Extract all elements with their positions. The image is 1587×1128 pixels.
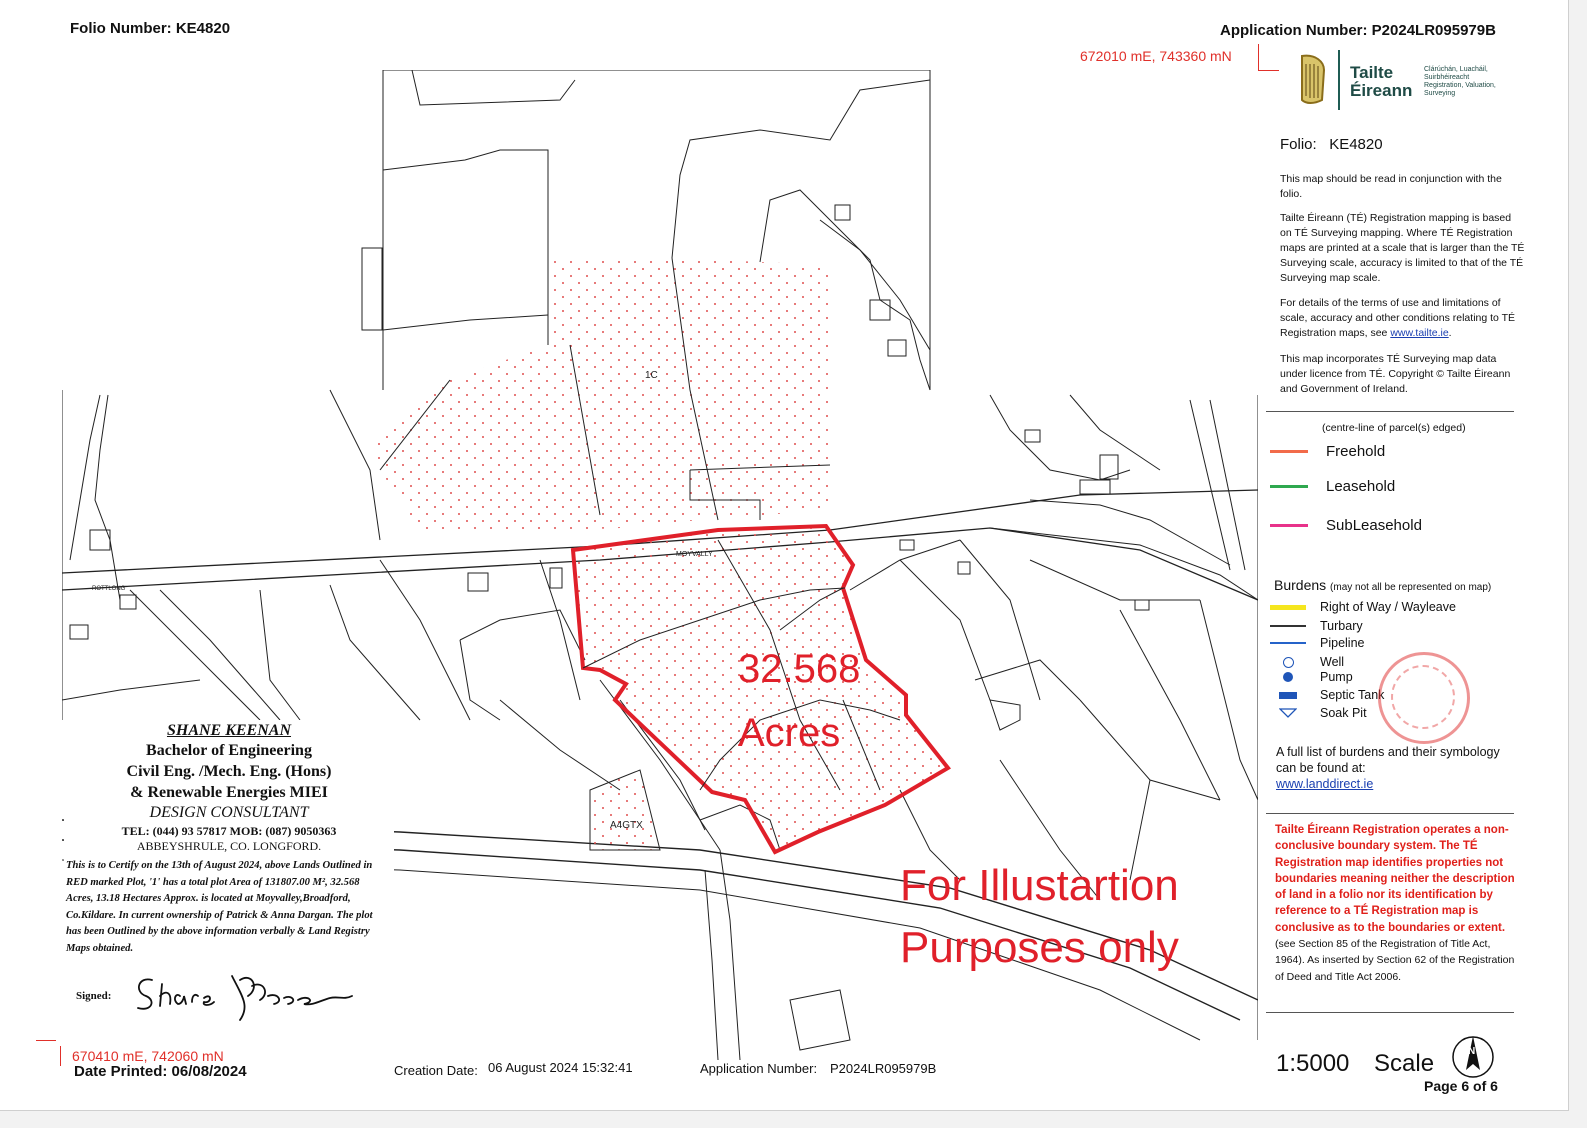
filled-circle-icon — [1283, 672, 1293, 682]
creation-date-label: Creation Date: — [394, 1063, 478, 1078]
open-circle-icon — [1283, 657, 1294, 668]
logo-divider — [1338, 50, 1340, 110]
scale-ratio: 1:5000 — [1276, 1050, 1350, 1077]
application-number-label: Application Number: — [700, 1061, 818, 1076]
burdens-title: Burdens (may not all be represented on map) — [1274, 577, 1492, 593]
divider — [1266, 813, 1514, 814]
scale-label: Scale — [1374, 1050, 1435, 1077]
info-note-3: For details of the terms of use and limitations of scale, accuracy and other conditions relating to TÉ Registration maps, see www.tailte.ie. — [1280, 297, 1516, 339]
signature-image — [132, 966, 362, 1022]
signed-label: Signed: — [76, 990, 112, 1002]
application-number: Application Number: P2024LR095979B — [1220, 22, 1496, 39]
date-printed: Date Printed: 06/08/2024 — [74, 1063, 247, 1080]
logo-name: Tailte Éireann — [1350, 63, 1413, 100]
blue-line-icon — [1270, 642, 1306, 644]
folio-info: Folio: KE4820 — [1280, 136, 1383, 153]
triangle-icon — [1279, 708, 1297, 718]
legend-leasehold: Leasehold — [1270, 478, 1395, 495]
plot-a4gtx-label: A4GTX — [610, 820, 643, 831]
corner-mark — [60, 1046, 61, 1066]
burden-row: Septic Tank — [1270, 688, 1384, 702]
tailte-link[interactable]: www.tailte.ie — [1390, 327, 1449, 339]
burden-row: Soak Pit — [1270, 706, 1367, 720]
creation-date-value: 06 August 2024 15:32:41 — [488, 1060, 633, 1075]
disclaimer: Tailte Éireann Registration operates a non-conclusive boundary system. The TÉ Registration map identifies properties not boundaries meaning neither the description of land in a folio nor its identification by reference to a TÉ Registration map is conclusive as to the boundaries or extent. (see Section 85 of the Registration of Title Act, 1964). As inserted by Section 62 of the Registration of Deed and Title Act 2006. — [1275, 824, 1515, 983]
info-note-4: This map incorporates TÉ Surveying map data under licence from TÉ. Copyright © Tailte Éireann and Government of Ireland. — [1280, 353, 1511, 395]
watermark-line-1: For Illustartion — [900, 861, 1179, 910]
watermark-line-2: Purposes only — [900, 923, 1179, 972]
burden-row: Turbary — [1270, 619, 1363, 633]
burden-row: Right of Way / Wayleave — [1270, 600, 1456, 614]
landdirect-link[interactable]: www.landdirect.ie — [1276, 777, 1374, 791]
full-list-note: A full list of burdens and their symbology can be found at: www.landdirect.ie — [1276, 745, 1500, 791]
folio-number: Folio Number: KE4820 — [70, 20, 231, 37]
top-coordinate: 672010 mE, 743360 mN — [1080, 48, 1232, 64]
moyvally-label: MOYVALLY — [676, 551, 713, 558]
seal-stamp-icon — [1378, 652, 1470, 744]
logo-tagline: Clárúchán, Luacháil, Suirbhéireacht Registration, Valuation, Surveying — [1424, 66, 1496, 97]
info-note-2: Tailte Éireann (TÉ) Registration mapping is based on TÉ Surveying mapping. Where TÉ Registration maps are printed at a scale that is larger than the TÉ Surveying scale, accuracy is limited to that of the TÉ Surveying map scale. — [1280, 212, 1525, 284]
engineer-name: SHANE KEENAN — [166, 722, 292, 739]
north-label: N — [1468, 1046, 1476, 1057]
building-outline — [362, 248, 382, 330]
leasehold-line-icon — [1270, 485, 1308, 488]
certification-text: This is to Certify on the 13th of August 2024, above Lands Outlined in RED marked Plot, '1' has a total plot Area of 131807.00 M², 32.568 Acres, 13.18 Hectares Approx. is located at Moyvalley,Broadford, Co.Kildare. In current ownership of Patrick & Anna Dargan. The plot has been Outlined by the above information verbally & Land Registry Maps obtained. — [66, 860, 373, 954]
divider — [1266, 411, 1514, 412]
legend-subleasehold: SubLeasehold — [1270, 517, 1422, 534]
plot-area-value: 32.568 — [738, 647, 861, 691]
info-note-1: This map should be read in conjunction with the folio. — [1280, 173, 1502, 200]
legend-freehold: Freehold — [1270, 443, 1385, 460]
page-number: Page 6 of 6 — [1424, 1078, 1498, 1094]
harp-icon — [1294, 52, 1334, 108]
plot-area-unit: Acres — [738, 711, 841, 755]
yellow-line-icon — [1270, 605, 1306, 610]
divider — [1266, 1012, 1514, 1013]
subleasehold-line-icon — [1270, 524, 1308, 527]
bottom-coordinate: 670410 mE, 742060 mN — [72, 1048, 224, 1064]
townland-label: ROTTLONG — [92, 586, 126, 592]
dark-line-icon — [1270, 625, 1306, 627]
filled-rect-icon — [1279, 692, 1297, 699]
application-number-value: P2024LR095979B — [830, 1061, 937, 1076]
corner-mark — [36, 1040, 56, 1041]
north-arrow-icon — [1448, 1032, 1498, 1082]
plot-1c-label: 1C — [645, 370, 658, 381]
legend-caption: (centre-line of parcel(s) edged) — [1322, 422, 1466, 434]
dotted-field-north — [370, 258, 830, 534]
burden-row: Pipeline — [1270, 636, 1364, 650]
burden-row: Pump — [1270, 670, 1353, 684]
dotted-field-a4gtx — [590, 770, 660, 850]
burden-row: Well — [1270, 655, 1344, 669]
certification-header: SHANE KEENAN Bachelor of Engineering Civil Eng. /Mech. Eng. (Hons) & Renewable Energies MIEI DESIGN CONSULTANT TEL: (044) 93 57817 MOB: (087) 9050363 ABBEYSHRULE, CO. LONGFORD. — [64, 722, 394, 853]
freehold-line-icon — [1270, 450, 1308, 453]
